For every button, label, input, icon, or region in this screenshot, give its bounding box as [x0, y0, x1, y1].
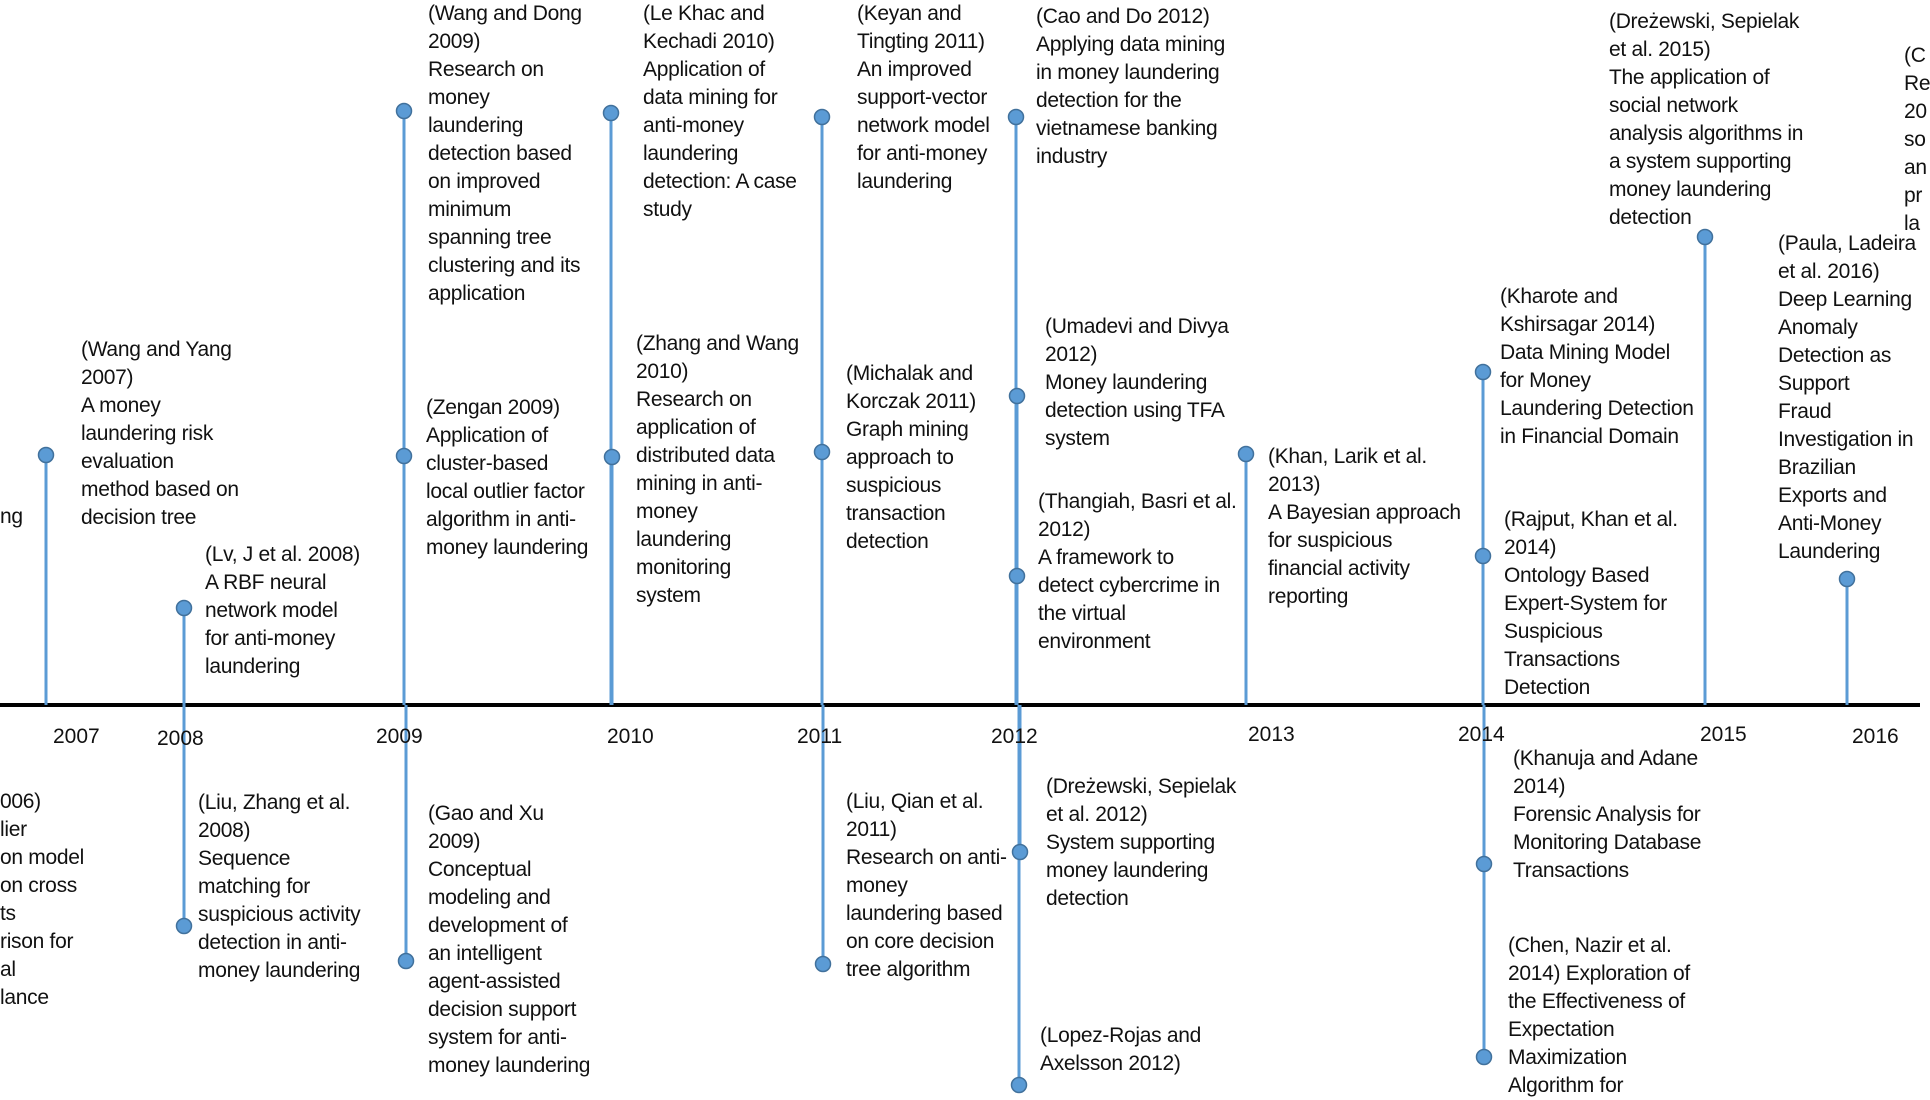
event-label: (Cao and Do 2012) Applying data mining in money laundering detection for the vietnamese banking industry: [1036, 5, 1225, 168]
event-label: (Michalak and Korczak 2011) Graph mining approach to suspicious transaction detection: [846, 362, 976, 553]
event-marker: [1477, 1050, 1492, 1065]
year-label: 2013: [1248, 723, 1295, 746]
event-label: (Umadevi and Divya 2012) Money laundering detection using TFA system: [1045, 315, 1229, 450]
event-label: ng: [0, 505, 23, 528]
event-marker: [177, 919, 192, 934]
event-label: (Zengan 2009) Application of cluster-based local outlier factor algorithm in anti- money laundering: [426, 396, 589, 559]
event-marker: [397, 449, 412, 464]
event-marker: [1010, 569, 1025, 584]
event-label: (Zhang and Wang 2010) Research on application of distributed data mining in anti- money laundering monitoring system: [636, 332, 799, 607]
event-label: (C Re 20 so an pr la: [1904, 44, 1930, 235]
event-label: (Kharote and Kshirsagar 2014) Data Mining Model for Money Laundering Detection in Financial Domain: [1500, 285, 1694, 448]
year-label: 2010: [607, 725, 654, 748]
event-marker: [399, 954, 414, 969]
event-marker: [815, 445, 830, 460]
event-marker: [1010, 389, 1025, 404]
event-label: (Rajput, Khan et al. 2014) Ontology Based Expert-System for Suspicious Transactions Detection: [1504, 508, 1678, 699]
year-label: 2015: [1700, 723, 1747, 746]
event-label: (Liu, Zhang et al. 2008) Sequence matching for suspicious activity detection in anti- money laundering: [198, 791, 361, 982]
year-label: 2008: [157, 727, 204, 750]
event-label: (Dreżewski, Sepielak et al. 2015) The application of social network analysis algorithms in a system supporting money laundering detection: [1609, 10, 1804, 229]
event-label: (Keyan and Tingting 2011) An improved support-vector network model for anti-money laundering: [857, 2, 990, 193]
event-label: (Lv, J et al. 2008) A RBF neural network model for anti-money laundering: [205, 543, 360, 678]
event-marker: [1009, 110, 1024, 125]
event-label: (Le Khac and Kechadi 2010) Application of data mining for anti-money laundering detection: A case study: [643, 2, 797, 221]
year-label: 2007: [53, 725, 100, 748]
event-label: (Gao and Xu 2009) Conceptual modeling and development of an intelligent agent-assisted decision support system for anti- money laundering: [428, 802, 591, 1077]
event-marker: [1239, 447, 1254, 462]
event-marker: [1477, 857, 1492, 872]
event-marker: [1840, 572, 1855, 587]
event-label: (Khanuja and Adane 2014) Forensic Analysis for Monitoring Database Transactions: [1513, 747, 1702, 882]
year-label: 2009: [376, 725, 423, 748]
event-marker: [1012, 1078, 1027, 1093]
year-label: 2012: [991, 725, 1038, 748]
event-marker: [816, 957, 831, 972]
event-label: (Wang and Yang 2007) A money laundering risk evaluation method based on decision tree: [81, 338, 239, 529]
event-label: (Khan, Larik et al. 2013) A Bayesian approach for suspicious financial activity reporting: [1268, 445, 1461, 608]
event-label: (Paula, Ladeira et al. 2016) Deep Learning Anomaly Detection as Support Fraud Investigation in Brazilian Exports and Anti-Money Laundering: [1778, 232, 1916, 563]
event-label: (Chen, Nazir et al. 2014) Exploration of the Effectiveness of Expectation Maximization Algorithm for: [1508, 934, 1690, 1097]
event-marker: [1476, 549, 1491, 564]
event-label: (Wang and Dong 2009) Research on money laundering detection based on improved minimum spanning tree clustering and its application: [428, 2, 582, 305]
event-marker: [397, 104, 412, 119]
event-marker: [177, 601, 192, 616]
year-label: 2011: [797, 725, 843, 748]
event-label: (Liu, Qian et al. 2011) Research on anti- money laundering based on core decision tree algorithm: [846, 790, 1007, 981]
event-marker: [1476, 365, 1491, 380]
event-marker: [39, 448, 54, 463]
year-label: 2014: [1458, 723, 1505, 746]
event-label: (Thangiah, Basri et al. 2012) A framework to detect cybercrime in the virtual environment: [1038, 490, 1237, 653]
year-label: 2016: [1852, 725, 1899, 748]
event-label: 006) lier on model on cross ts rison for al lance: [0, 790, 84, 1009]
event-marker: [815, 110, 830, 125]
event-label: (Lopez-Rojas and Axelsson 2012): [1040, 1024, 1201, 1075]
event-marker: [604, 106, 619, 121]
event-label: (Dreżewski, Sepielak et al. 2012) System supporting money laundering detection: [1046, 775, 1237, 910]
event-marker: [605, 450, 620, 465]
event-marker: [1013, 845, 1028, 860]
